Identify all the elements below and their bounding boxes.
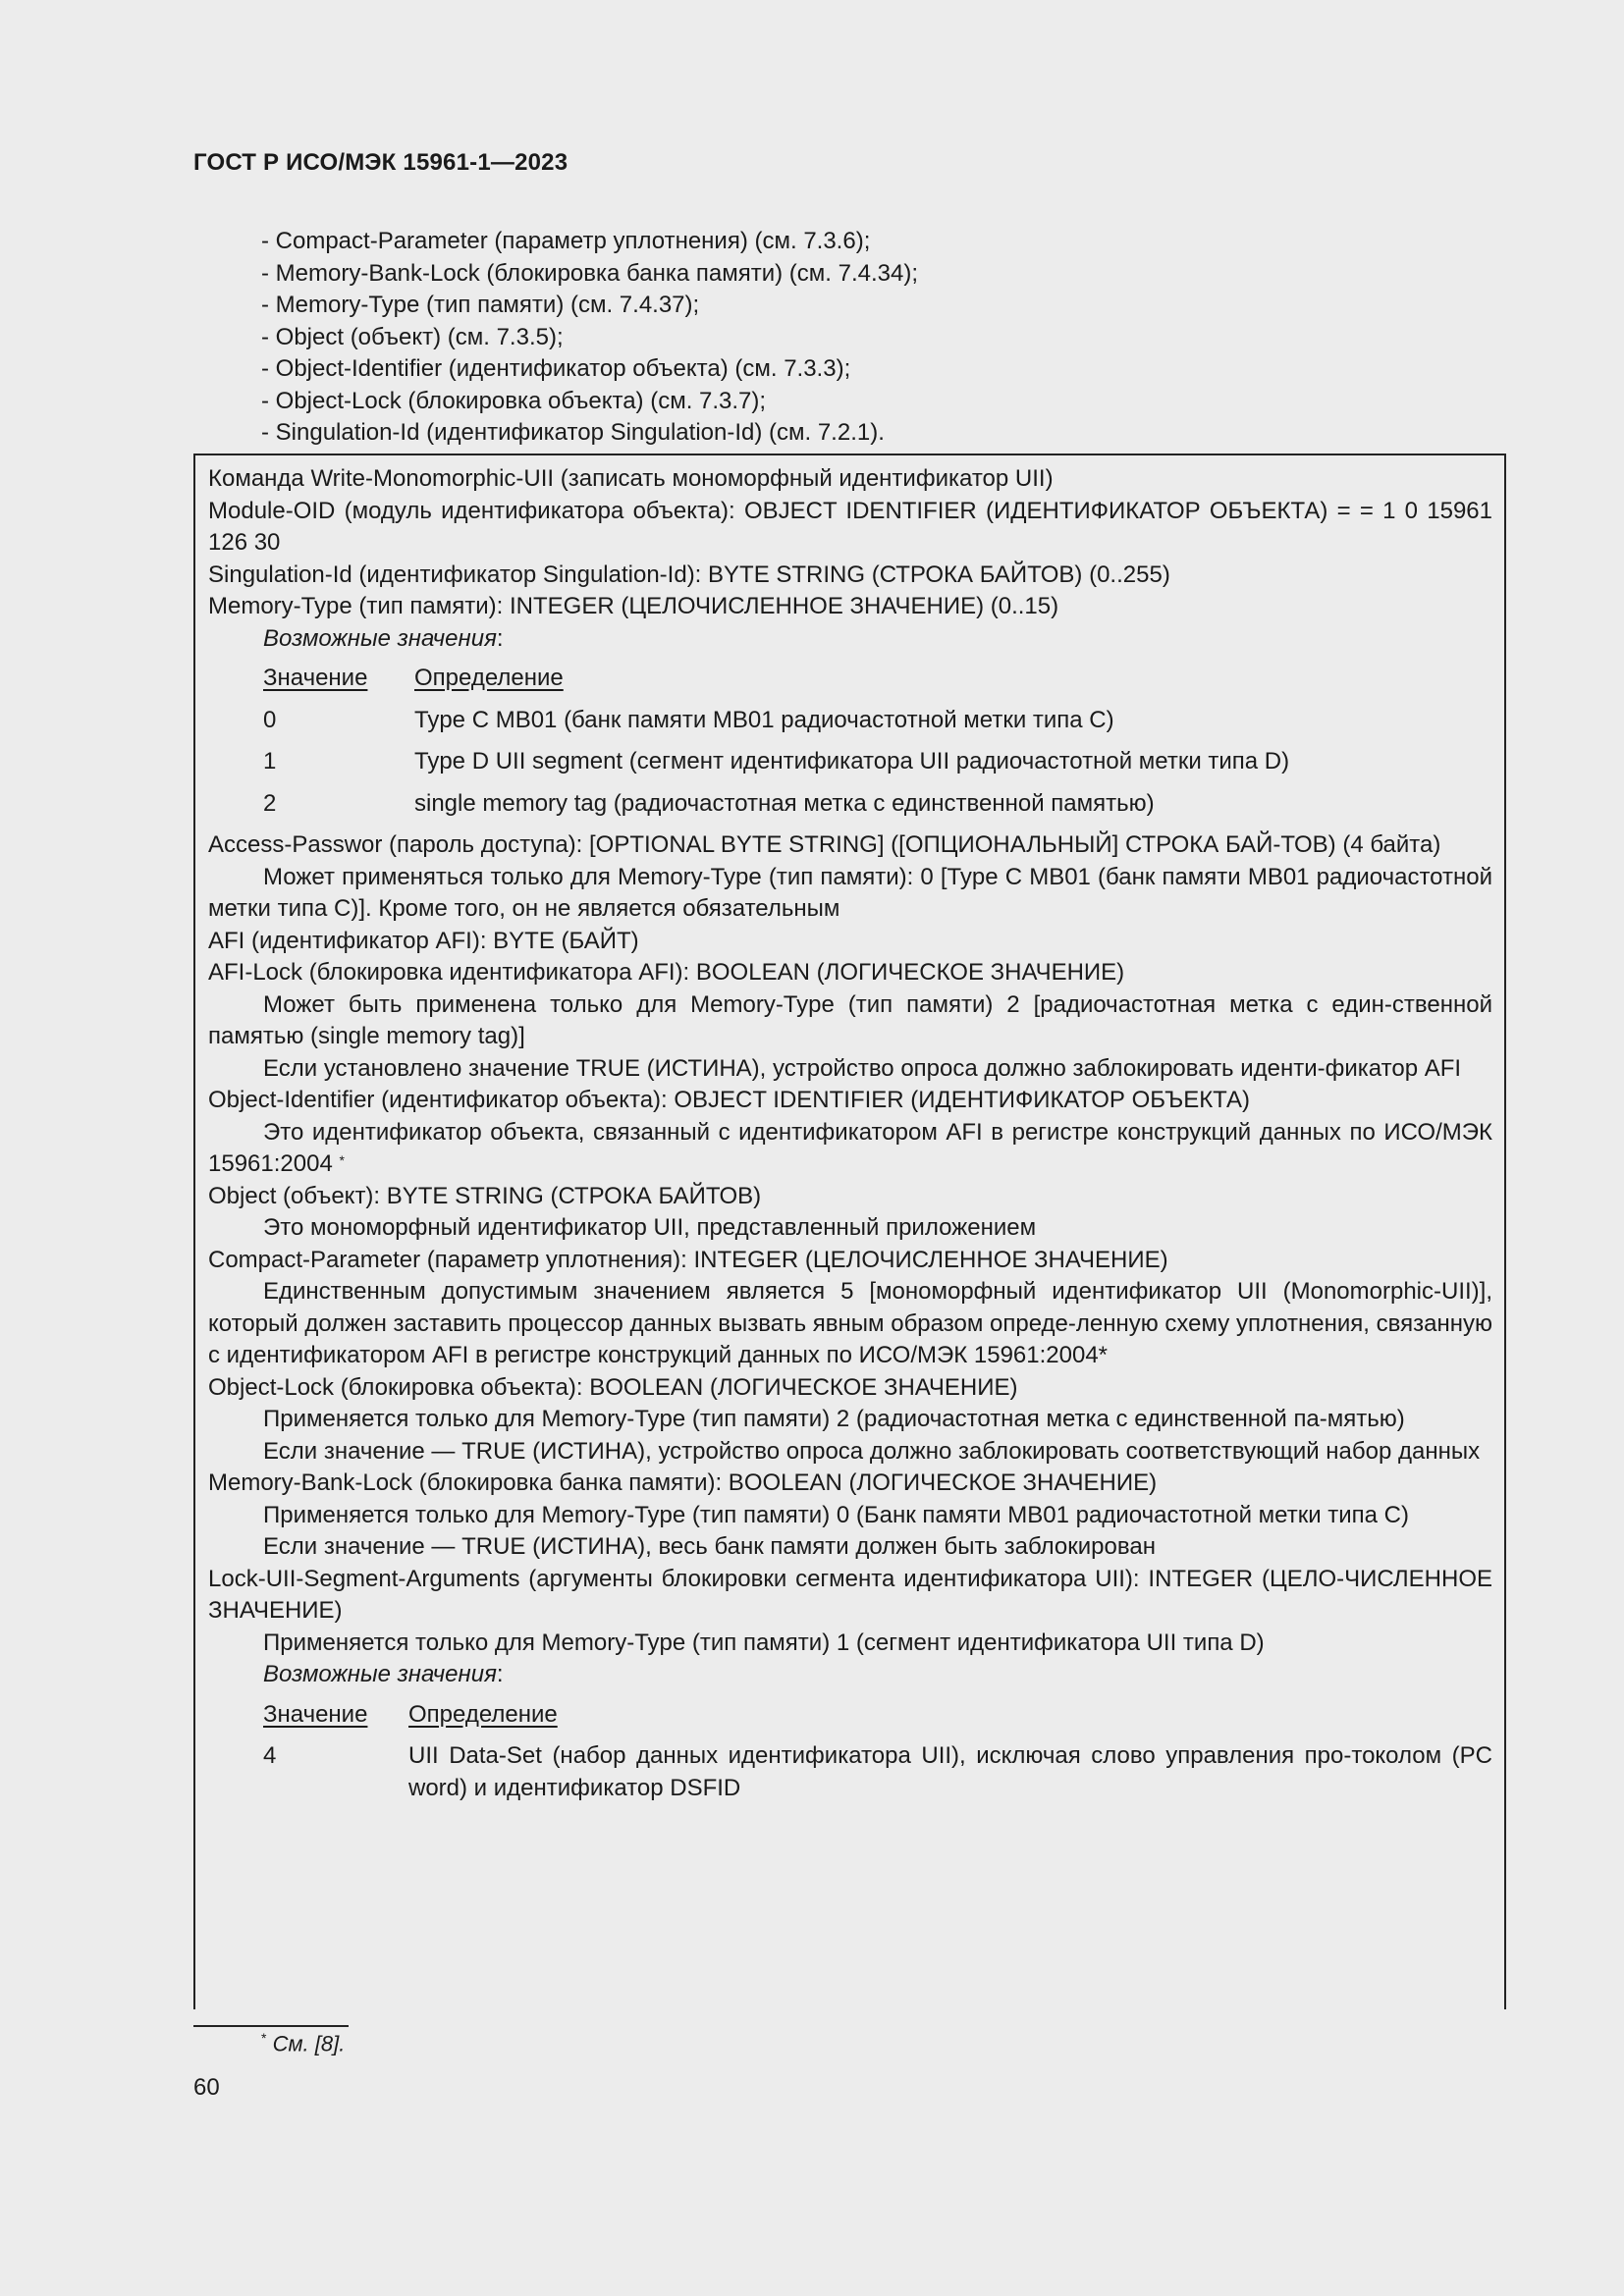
table-header-row bbox=[263, 663, 1492, 695]
footnote-mark: * bbox=[261, 2030, 267, 2046]
memory-bank-lock: Memory-Bank-Lock (блокировка банка памяти): BOOLEAN (ЛОГИЧЕСКОЕ ЗНАЧЕНИЕ) bbox=[208, 1469, 1158, 1496]
object: Object (объект): BYTE STRING (СТРОКА БАЙТОВ) bbox=[208, 1182, 762, 1209]
afi-lock-true-note: Если установлено значение TRUE (ИСТИНА), устройство опроса должно заблокировать иденти-фикатор AFI bbox=[263, 1054, 1462, 1082]
afi-lock-note: Может быть применена только для Memory-Type (тип памяти) 2 [радиочастотная метка с един-ственной памятью (single memory tag)] bbox=[208, 990, 1492, 1049]
intro-item: - Object (объект) (см. 7.3.5); bbox=[261, 323, 564, 350]
module-oid bbox=[208, 496, 1492, 560]
column-header-definition: Определение bbox=[408, 1700, 558, 1728]
afi: AFI (идентификатор AFI): BYTE (БАЙТ) bbox=[208, 927, 639, 954]
footnote-separator bbox=[193, 2025, 349, 2027]
afi-lock: AFI-Lock (блокировка идентификатора AFI): BOOLEAN (ЛОГИЧЕСКОЕ ЗНАЧЕНИЕ) bbox=[208, 959, 1125, 986]
table-header-row bbox=[263, 1699, 1492, 1732]
intro-item: - Object-Identifier (идентификатор объекта) (см. 7.3.3); bbox=[261, 355, 851, 382]
object-note: Это мономорфный идентификатор UII, представленный приложением bbox=[263, 1214, 1037, 1241]
object-identifier-note-text: Это идентификатор объекта, связанный с идентификатором AFI в регистре конструкций данных по ИСО/МЭК 15961:2004 bbox=[208, 1118, 1492, 1177]
cell-value: 4 bbox=[263, 1742, 277, 1769]
table-row bbox=[263, 705, 1492, 737]
table-row bbox=[263, 746, 1492, 778]
cell-value: 1 bbox=[263, 748, 277, 774]
cell-definition: single memory tag (радиочастотная метка с единственной памятью) bbox=[414, 789, 1155, 817]
footnote-marker: * bbox=[339, 1152, 345, 1168]
column-header-definition: Определение bbox=[414, 665, 564, 691]
values-table bbox=[263, 1699, 1492, 1805]
page-number: 60 bbox=[193, 2074, 220, 2101]
cell-definition: Type C MB01 (банк памяти MB01 радиочастотной метки типа C) bbox=[414, 706, 1114, 733]
colon: : bbox=[496, 1661, 504, 1687]
intro-item: - Compact-Parameter (параметр уплотнения) (см. 7.3.6); bbox=[261, 228, 871, 254]
compact-parameter: Compact-Parameter (параметр уплотнения): INTEGER (ЦЕЛОЧИСЛЕННОЕ ЗНАЧЕНИЕ) bbox=[208, 1246, 1168, 1273]
values-table bbox=[263, 663, 1492, 820]
table-row bbox=[263, 788, 1492, 821]
possible-values-text: Возможные значения bbox=[263, 1661, 497, 1687]
object-lock-note: Применяется только для Memory-Type (тип памяти) 2 (радиочастотная метка с единственной па-мятью) bbox=[263, 1406, 1405, 1432]
page-header: ГОСТ Р ИСО/МЭК 15961-1—2023 bbox=[193, 149, 568, 176]
command-definition-content bbox=[208, 463, 1492, 1814]
memory-type: Memory-Type (тип памяти): INTEGER (ЦЕЛОЧИСЛЕННОЕ ЗНАЧЕНИЕ) (0..15) bbox=[208, 593, 1059, 619]
footnote bbox=[261, 2030, 345, 2056]
column-header-value: Значение bbox=[263, 1700, 368, 1728]
cell-value: 2 bbox=[263, 789, 277, 817]
intro-item: - Object-Lock (блокировка объекта) (см. 7.3.7); bbox=[261, 387, 767, 414]
compact-parameter-note: Единственным допустимым значением является 5 [мономорфный идентификатор UII (Monomorphic-UII)], который должен заставить процессор данных вызвать явным образом опреде-ленную схему уплотнения, связанную с идентификатором AFI в регистре конструкций данных по ИСО/МЭК 15961:2004* bbox=[208, 1278, 1492, 1368]
memory-bank-lock-note: Применяется только для Memory-Type (тип памяти) 0 (Банк памяти MB01 радиочастотной метки типа C) bbox=[263, 1501, 1409, 1528]
table-row bbox=[263, 1740, 1492, 1804]
column-header-value: Значение bbox=[263, 665, 368, 691]
lock-uii-segment-note: Применяется только для Memory-Type (тип памяти) 1 (сегмент идентификатора UII типа D) bbox=[263, 1629, 1265, 1656]
lock-uii-segment-arguments: Lock-UII-Segment-Arguments (аргументы блокировки сегмента идентификатора UII): INTEGER (ЦЕЛО-ЧИСЛЕННОЕ ЗНАЧЕНИЕ) bbox=[208, 1565, 1492, 1624]
object-lock: Object-Lock (блокировка объекта): BOOLEAN (ЛОГИЧЕСКОЕ ЗНАЧЕНИЕ) bbox=[208, 1373, 1018, 1401]
colon: : bbox=[496, 624, 504, 652]
possible-values-text: Возможные значения bbox=[263, 624, 497, 652]
access-password-note: Может применяться только для Memory-Type (тип памяти): 0 [Type C MB01 (банк памяти MB01 радиочастотной метки типа C)]. Кроме того, он не является обязательным bbox=[208, 863, 1492, 922]
command-title: Команда Write-Monomorphic-UII (записать мономорфный идентификатор UII) bbox=[208, 465, 1054, 492]
object-identifier-note bbox=[208, 1117, 1492, 1181]
cell-definition: UII Data-Set (набор данных идентификатора UII), исключая слово управления про-токолом (PC word) и идентификатор DSFID bbox=[408, 1742, 1492, 1801]
intro-item: - Memory-Type (тип памяти) (см. 7.4.37); bbox=[261, 292, 700, 318]
cell-value: 0 bbox=[263, 706, 277, 733]
object-identifier: Object-Identifier (идентификатор объекта): OBJECT IDENTIFIER (ИДЕНТИФИКАТОР ОБЪЕКТА) bbox=[208, 1087, 1251, 1113]
footnote-text: См. [8]. bbox=[272, 2031, 346, 2056]
intro-item: - Singulation-Id (идентификатор Singulation-Id) (см. 7.2.1). bbox=[261, 419, 885, 446]
singulation-id: Singulation-Id (идентификатор Singulation-Id): BYTE STRING (СТРОКА БАЙТОВ) (0..255) bbox=[208, 561, 1170, 588]
command-definition-box bbox=[193, 454, 1506, 2009]
memory-bank-lock-true-note: Если значение — TRUE (ИСТИНА), весь банк памяти должен быть заблокирован bbox=[263, 1533, 1156, 1560]
intro-item: - Memory-Bank-Lock (блокировка банка памяти) (см. 7.4.34); bbox=[261, 259, 919, 287]
possible-values-label bbox=[208, 623, 1492, 656]
possible-values-label bbox=[208, 1659, 1492, 1691]
access-password: Access-Passwor (пароль доступа): [OPTIONAL BYTE STRING] ([ОПЦИОНАЛЬНЫЙ] СТРОКА БАЙ-ТОВ) (4 байта) bbox=[208, 831, 1441, 858]
cell-definition: Type D UII segment (сегмент идентификатора UII радиочастотной метки типа D) bbox=[414, 748, 1290, 774]
intro-list bbox=[261, 226, 1498, 450]
object-lock-true-note: Если значение — TRUE (ИСТИНА), устройство опроса должно заблокировать соответствующий набор данных bbox=[263, 1437, 1481, 1465]
module-oid-text: Module-OID (модуль идентификатора объекта): OBJECT IDENTIFIER (ИДЕНТИФИКАТОР ОБЪЕКТА) = = 1 0 15961 126 30 bbox=[208, 497, 1492, 556]
